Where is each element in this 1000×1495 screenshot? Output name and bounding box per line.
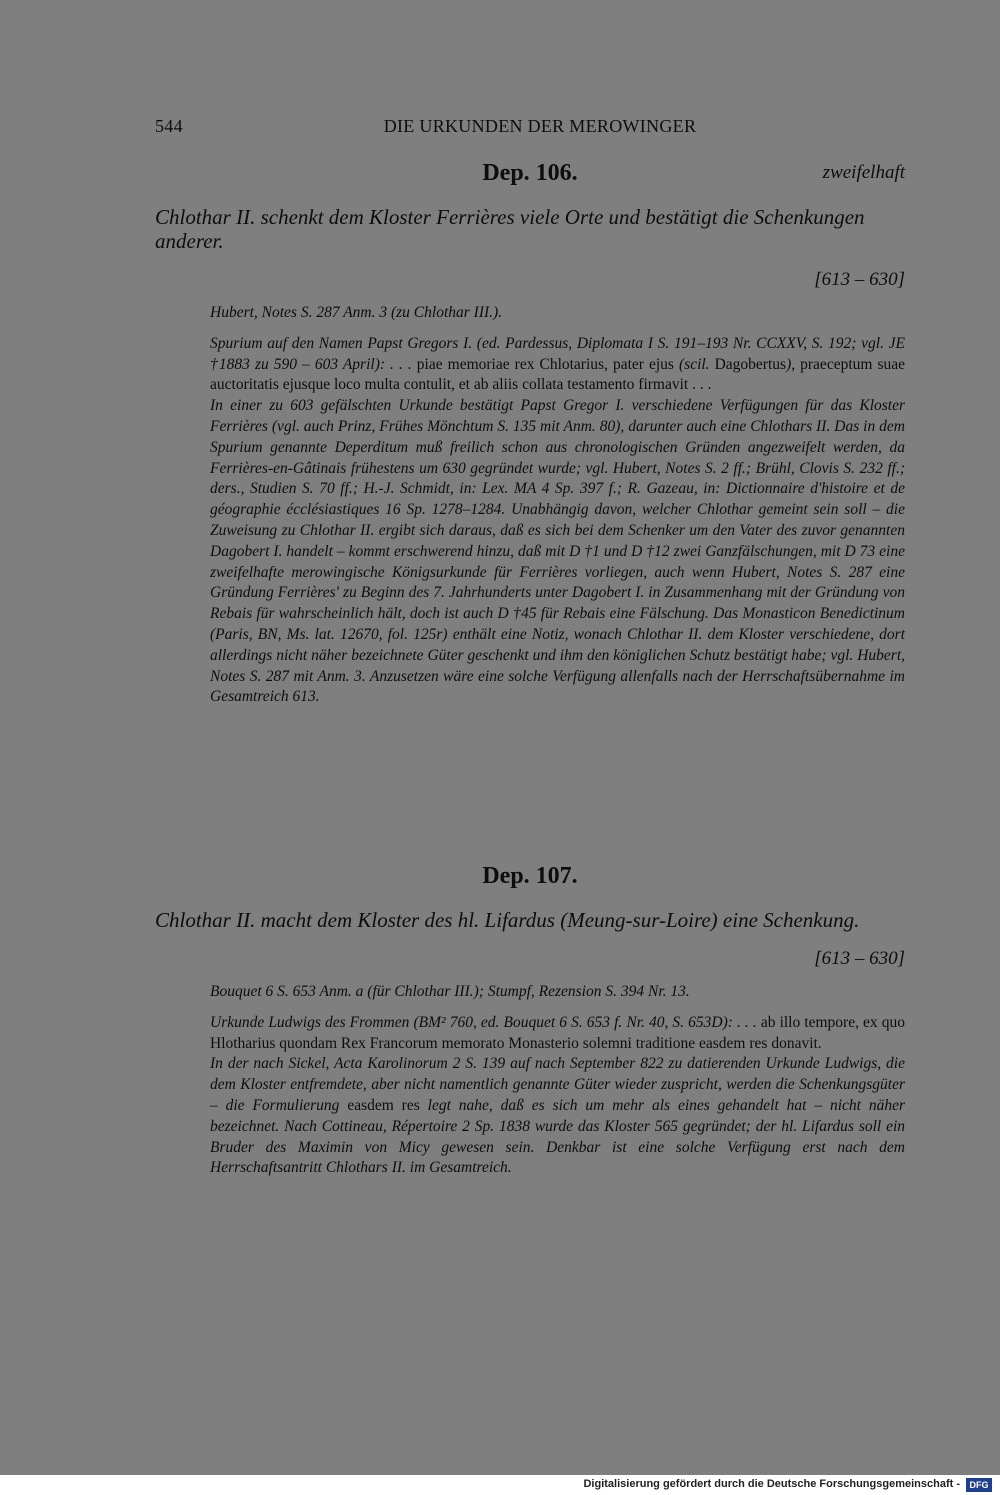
literature-reference: Hubert, Notes S. 287 Anm. 3 (zu Chlothar III.). [210, 304, 503, 321]
source-text: Dagobertus [714, 355, 787, 373]
entry-dep-107 [155, 863, 905, 1189]
source-text: ab illo tempore, ex quo Hlotharius quondam Rex Francorum memorato Monasterio solemni traditione easdem res donavit. [210, 1013, 906, 1052]
commentary-quote: easdem res [347, 1096, 420, 1114]
footer-bar [0, 1475, 1000, 1495]
commentary-part: legt nahe, daß es sich um mehr als eines gehandelt hat – nicht näher bezeichnet. Nach Cottineau, Répertoire 2 Sp. 1838 wurde das Kloster 565 gegründet; der hl. Lifardus soll ein Bruder des Maximin von Micy gewesen sein. Denkbar ist eine solche Verfügung erst nach dem Herrschaftsantritt Chlothars II. im Gesamtreich. [210, 1096, 906, 1177]
page-number: 544 [155, 116, 183, 136]
source-scil: (scil. [679, 355, 710, 373]
entry-summary: Chlothar II. schenkt dem Kloster Ferrières viele Orte und bestätigt die Schenkungen anderer. [155, 205, 865, 253]
funding-credit: Digitalisierung gefördert durch die Deutsche Forschungsgemeinschaft - [583, 1478, 960, 1490]
source-text: piae memoriae rex Chlotarius, pater ejus [416, 355, 674, 373]
running-header [155, 116, 905, 140]
commentary: In einer zu 603 gefälschten Urkunde bestätigt Papst Gregor I. verschiedene Verfügungen für das Kloster Ferrières (vgl. auch Prinz, Frühes Mönchtum S. 135 mit Anm. 80), darunter auch eine Chlothars II. Das in dem Spurium genannte Deperditum muß freilich schon aus chronologischen Gründen angezweifelt werden, da Ferrières-en-Gâtinais frühestens um 630 gegründet wurde; vgl. Hubert, Notes S. 2 ff.; Brühl, Clovis S. 232 ff.; ders., Studien S. 70 ff.; H.-J. Schmidt, in: Lex. MA 4 Sp. 397 f.; R. Gazeau, in: Dictionnaire d'histoire et de géographie écclésiastiques 16 Sp. 1278–1284. Unabhängig davon, welcher Chlothar gemeint sein soll – die Zuweisung zu Chlothar II. ergibt sich daraus, daß es sich bei dem Schenker um den Vater des zuvor genannten Dagobert I. handelt – kommt erschwerend hinzu, daß mit D †1 und D †12 zwei Ganzfälschungen, mit D 73 eine zweifelhafte merowingische Königsurkunde für Ferrières vorliegen, auch wenn Hubert, Notes S. 287 eine Gründung Ferrières' zu Beginn des 7. Jahrhunderts unter Dagobert I. in Zusammenhang mit der Gründung von Rebais für wahrscheinlich hält, doch ist auch D †45 für Rebais eine Fälschung. Das Monasticon Benedictinum (Paris, BN, Ms. lat. 12670, fol. 125r) enthält eine Notiz, wonach Chlothar II. dem Kloster verschiedene, dort allerdings nicht näher bezeichnete Güter geschenkt und ihm den königlichen Schutz bestätigt habe; vgl. Hubert, Notes S. 287 mit Anm. 3. Anzusetzen wäre eine solche Verfügung allenfalls nach der Herrschaftsübernahme im Gesamtreich 613. [210, 397, 905, 706]
source-close: ) [786, 355, 792, 373]
entry-notes [210, 303, 905, 708]
entry-summary: Chlothar II. macht dem Kloster des hl. Lifardus (Meung-sur-Loire) eine Schenkung. [155, 908, 860, 932]
entry-notes [210, 982, 905, 1179]
authenticity-note: zweifelhaft [822, 162, 905, 183]
commentary [210, 1054, 905, 1179]
source-quotation [210, 334, 905, 396]
source-intro: Urkunde Ludwigs des Frommen (BM² 760, ed. Bouquet 6 S. 653 f. Nr. 40, S. 653D): . . . [210, 1013, 757, 1031]
entry-date: [613 – 630] [814, 269, 905, 290]
entry-title: Dep. 107. [482, 863, 578, 889]
literature-reference: Bouquet 6 S. 653 Anm. a (für Chlothar III.); Stumpf, Rezension S. 394 Nr. 13. [210, 983, 690, 1000]
entry-dep-106 [155, 160, 905, 718]
entry-title: Dep. 106. [482, 160, 578, 186]
running-title: DIE URKUNDEN DER MEROWINGER [383, 116, 697, 136]
dfg-logo: DFG [966, 1478, 992, 1492]
source-text: , praeceptum suae auctoritatis ejusque loco multa contulit, et ab aliis collata testamento firmavit . . . [210, 355, 906, 394]
source-quotation [210, 1013, 905, 1055]
commentary-part: In der nach Sickel, Acta Karolinorum 2 S. 139 auf nach September 822 zu datierenden Urkunde Ludwigs, die dem Kloster entfremdete, aber nicht namentlich genannte Güter wieder zuspricht, werden die Schenkungsgüter – die Formulierung [210, 1055, 905, 1114]
entry-date: [613 – 630] [814, 948, 905, 969]
source-intro: Spurium auf den Namen Papst Gregors I. (ed. Pardessus, Diplomata I S. 191–193 Nr. CCXXV, S. 192; vgl. JE †1883 zu 590 – 603 April): . . . [210, 334, 905, 373]
